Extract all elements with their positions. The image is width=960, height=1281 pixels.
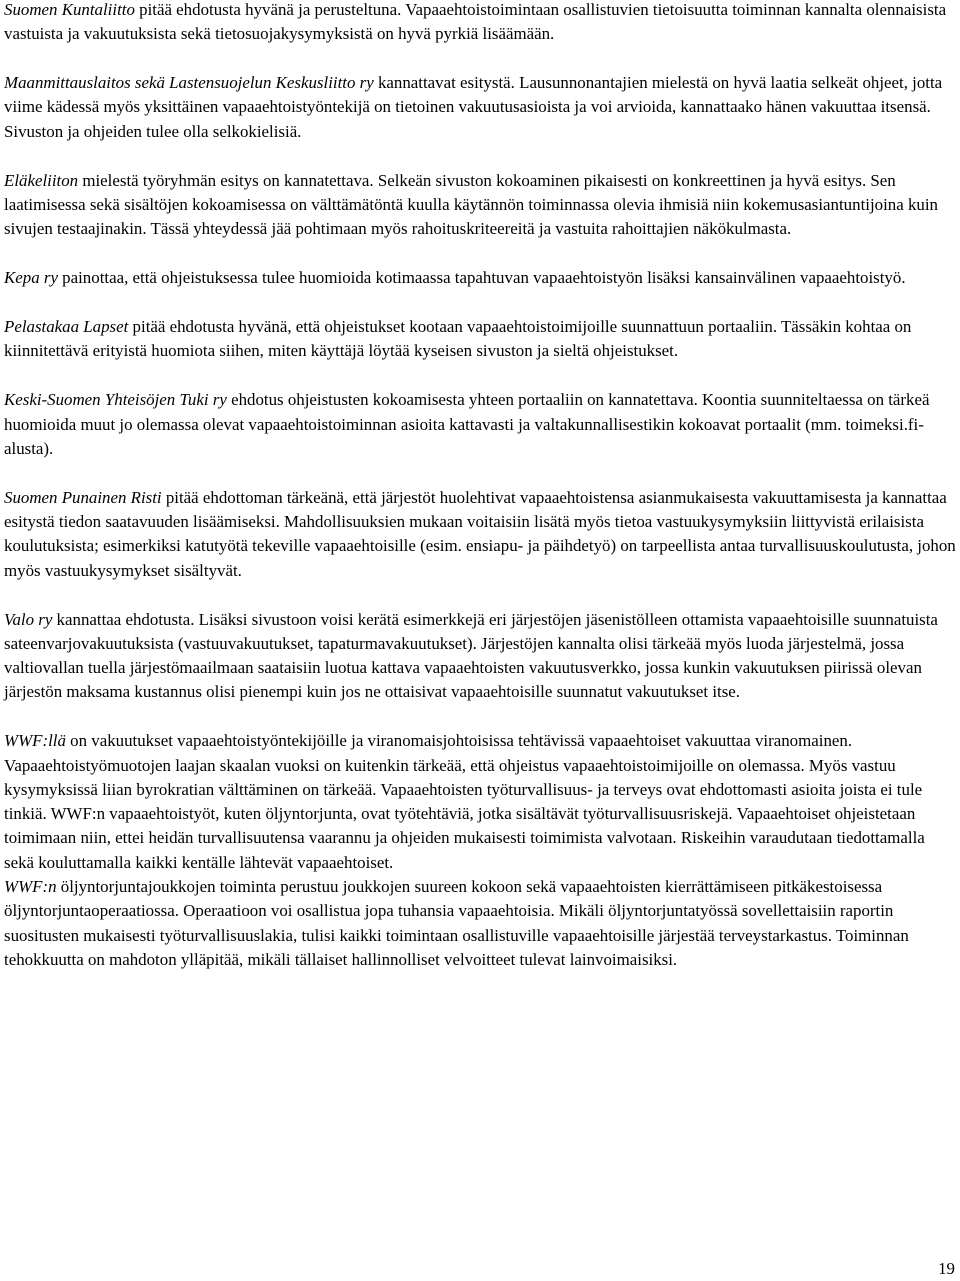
paragraph-text: pitää ehdotusta hyvänä ja perusteltuna. Vapaaehtoistoimintaan osallistuvien tietoisuutta toiminnan kannalta olennaisista vastuista ja vakuutuksista sekä tietosuojakysymyksistä on hyvä pyrkiä lisäämään. bbox=[4, 0, 947, 44]
organization-name: Kepa ry bbox=[4, 268, 58, 288]
paragraph-suomen-kuntaliitto bbox=[4, 0, 956, 47]
organization-name: Valo ry bbox=[4, 609, 53, 629]
paragraph-text: mielestä työryhmän esitys on kannatettava. Selkeän sivuston kokoaminen pikaisesti on konkreettinen ja hyvä esitys. Sen laatimisessa sekä sisältöjen kokoamisessa on välttämätöntä kuulla käytännön toiminnassa olevia ihmisiä niin kokemusasiantuntijoina kuin sivujen testaajinakin. Tässä yhteydessä jää pohtimaan myös rahoituskriteereitä ja vastuita rahoittajien näkökulmasta. bbox=[4, 170, 938, 239]
paragraph-suomen-punainen-risti bbox=[4, 486, 956, 583]
page-number: 19 bbox=[938, 1259, 955, 1278]
organization-name: Suomen Kuntaliitto bbox=[4, 0, 135, 19]
paragraph-text: on vakuutukset vapaaehtoistyöntekijöille ja viranomaisjohtoisissa tehtävissä vapaaehtoiset vakuuttaa viranomainen. Vapaaehtoistyömuotojen laajan skaalan vuoksi on kuitenkin tärkeää, että ohjeistus vapaaehtoistoimijoille on olemassa. Myös vastuu kysymyksissä liian byrokratian välttäminen on tärkeää. Vapaaehtoisten työturvallisuus- ja terveys ovat ehdottomasti asioita joista ei tule tinkiä. WWF:n vapaaehtoistyöt, kuten öljyntorjunta, ovat työtehtäviä, jotka sisältävät työturvallisuusriskejä. Vapaaehtoiset ohjeistetaan toimimaan niin, ettei heidän turvallisuutensa vaarannu ja ohjeiden mukaisesti toimimista valvotaan. Riskeihin varaudutaan tiedottamalla sekä kouluttamalla kaikki kentälle lähtevät vapaaehtoiset. bbox=[4, 731, 925, 872]
paragraph-pelastakaa-lapset bbox=[4, 315, 956, 364]
paragraph-text: kannattaa ehdotusta. Lisäksi sivustoon voisi kerätä esimerkkejä eri järjestöjen jäsenistölleen ottamista vapaaehtoisille suunnatuista sateenvarjovakuutuksista (vastuuvakuutukset, tapaturmavakuutukset). Järjestöjen kannalta olisi tärkeää myös luoda järjestelmä, jossa valtiovallan tuella järjestömaailmaan saataisiin luotua kattava vapaaehtoisten vakuutusverkko, jossa kunkin vakuutuksen piirissä olevan järjestön maksama kustannus olisi pienempi kuin jos ne ottaisivat vapaaehtoisille suunnatut vakuutukset itse. bbox=[4, 609, 938, 702]
organization-name: Maanmittauslaitos sekä Lastensuojelun Keskusliitto ry bbox=[4, 73, 374, 93]
paragraph-text: pitää ehdotusta hyvänä, että ohjeistukset kootaan vapaaehtoistoimijoille suunnattuun portaaliin. Tässäkin kohtaa on kiinnitettävä erityistä huomiota siihen, miten käyttäjä löytää kyseisen sivuston ja sieltä ohjeistukset. bbox=[4, 317, 912, 361]
paragraph-elakeliitto bbox=[4, 169, 956, 242]
paragraph-wwf bbox=[4, 729, 956, 875]
paragraph-kepa bbox=[4, 266, 956, 290]
document-body bbox=[4, 0, 956, 972]
organization-name: Keski-Suomen Yhteisöjen Tuki ry bbox=[4, 390, 227, 410]
paragraph-text: ehdotus ohjeistusten kokoamisesta yhteen portaaliin on kannatettava. Koontia suunniteltaessa on tärkeä huomioida muut jo olemassa olevat vapaaehtoistoiminnan asioita kattavasti ja valtakunnallisestikin kokoavat portaalit (mm. toimeksi.fi-alusta). bbox=[4, 390, 930, 458]
paragraph-text: painottaa, että ohjeistuksessa tulee huomioida kotimaassa tapahtuvan vapaaehtoistyön lisäksi kansainvälinen vapaaehtoistyö. bbox=[57, 268, 906, 288]
organization-name: Pelastakaa Lapset bbox=[4, 317, 129, 337]
organization-name: Eläkeliiton bbox=[4, 170, 79, 190]
paragraph-wwf-oil-response bbox=[4, 875, 956, 972]
paragraph-text: kannattavat esitystä. Lausunnonantajien mielestä on hyvä laatia selkeät ohjeet, jotta viime kädessä myös yksittäinen vapaaehtoistyöntekijä on tietoinen vakuutusasioista ja voi arvioida, kannattaako hänen vakuuttaa itsensä. Sivuston ja ohjeiden tulee olla selkokielisiä. bbox=[4, 73, 943, 141]
organization-name: WWF:n bbox=[4, 877, 57, 897]
paragraph-maanmittauslaitos bbox=[4, 71, 956, 144]
paragraph-text: pitää ehdottoman tärkeänä, että järjestöt huolehtivat vapaaehtoistensa asianmukaisesta vakuuttamisesta ja kannattaa esitystä tiedon saatavuuden lisäämiseksi. Mahdollisuuksien mukaan voitaisiin lisätä myös tietoa vastuukysymyksiin liittyvistä erilaisista koulutuksista; esimerkiksi katutyötä tekeville vapaaehtoisille (esim. ensiapu- ja päihdetyö) on tarpeellista antaa turvallisuuskoulutusta, johon myös vastuukysymykset sisältyvät. bbox=[4, 487, 956, 580]
paragraph-text: öljyntorjuntajoukkojen toiminta perustuu joukkojen suureen kokoon sekä vapaaehtoisten kierrättämiseen pitkäkestoisessa öljyntorjuntaoperaatiossa. Operaatioon voi osallistua jopa tuhansia vapaaehtoisia. Mikäli öljyntorjuntatyössä sovellettaisiin raportin suositusten mukaisesti työturvallisuuslakia, tulisi kaikki toimintaan osallistuville vapaaehtoisille järjestää terveystarkastus. Toiminnan tehokkuutta on mahdoton ylläpitää, mikäli tällaiset hallinnolliset velvoitteet tulevat lainvoimaisiksi. bbox=[4, 877, 909, 969]
paragraph-valo bbox=[4, 608, 956, 705]
organization-name: Suomen Punainen Risti bbox=[4, 487, 162, 507]
paragraph-keski-suomen-yhteisojen-tuki bbox=[4, 388, 956, 461]
organization-name: WWF:llä bbox=[4, 731, 66, 751]
